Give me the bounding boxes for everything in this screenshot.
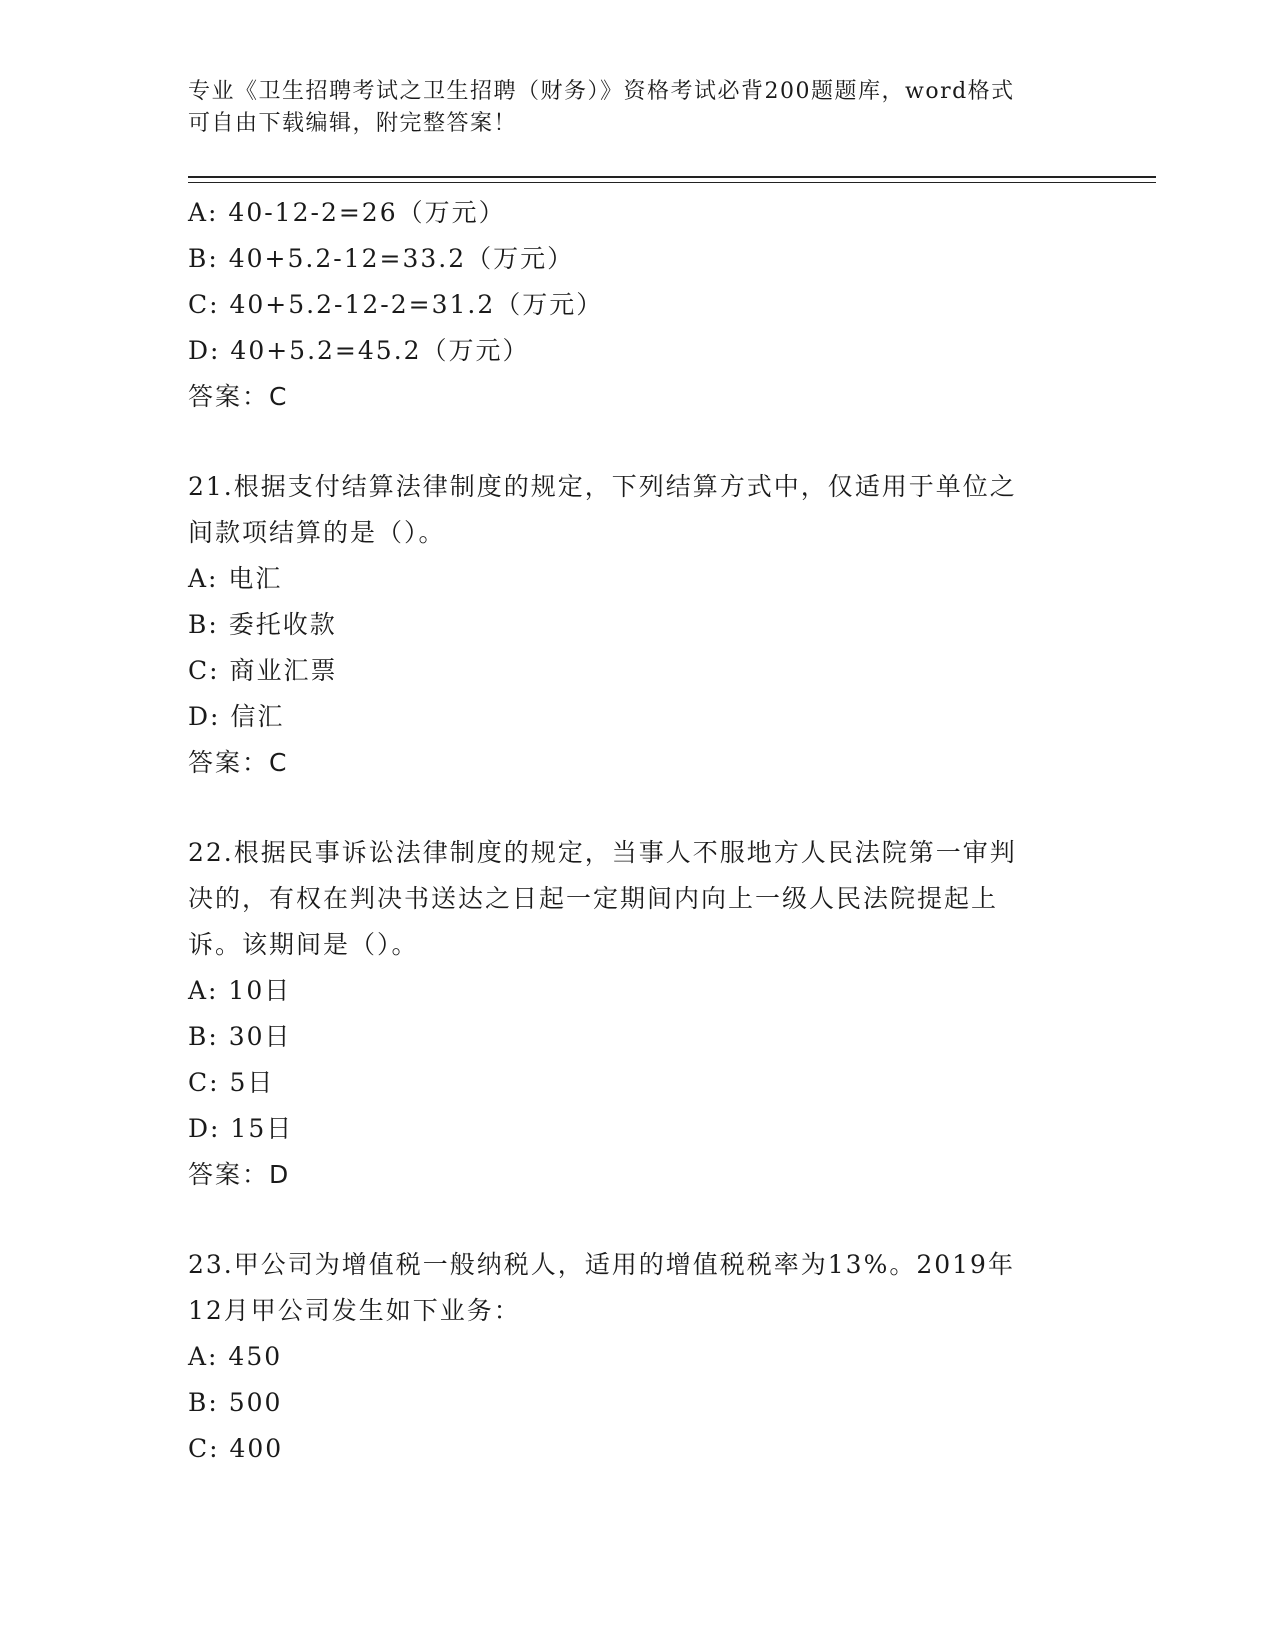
option-a: A: 10日 <box>188 976 292 1005</box>
question-stem: 12月甲公司发生如下业务： <box>188 1296 521 1325</box>
option-c: C: 400 <box>188 1434 284 1463</box>
option-b: B: 委托收款 <box>188 610 337 639</box>
question-23 <box>188 1242 1088 1472</box>
document-header <box>188 76 1088 140</box>
question-21 <box>188 464 1088 786</box>
question-stem: 间款项结算的是（）。 <box>188 518 446 547</box>
answer: 答案：C <box>188 748 289 777</box>
option-c: C: 商业汇票 <box>188 656 338 685</box>
option-a: A: 450 <box>188 1342 283 1371</box>
question-stem: 决的，有权在判决书送达之日起一定期间内向上一级人民法院提起上 <box>188 884 999 913</box>
question-20 <box>188 190 1088 420</box>
option-a: A: 40-12-2=26（万元） <box>188 198 506 227</box>
header-divider-thin <box>188 182 1156 183</box>
option-d: D: 40+5.2=45.2（万元） <box>188 336 530 365</box>
option-b: B: 30日 <box>188 1022 292 1051</box>
option-b: B: 40+5.2-12=33.2（万元） <box>188 244 575 273</box>
question-stem: 21.根据支付结算法律制度的规定，下列结算方式中，仅适用于单位之 <box>188 472 1017 501</box>
option-d: D: 15日 <box>188 1114 294 1143</box>
option-d: D: 信汇 <box>188 702 285 731</box>
header-divider-thick <box>188 176 1156 178</box>
answer: 答案：D <box>188 1160 291 1189</box>
question-22 <box>188 830 1088 1198</box>
question-stem: 诉。该期间是（）。 <box>188 930 419 959</box>
option-c: C: 5日 <box>188 1068 275 1097</box>
option-c: C: 40+5.2-12-2=31.2（万元） <box>188 290 604 319</box>
question-stem: 22.根据民事诉讼法律制度的规定，当事人不服地方人民法院第一审判 <box>188 838 1017 867</box>
answer: 答案：C <box>188 382 289 411</box>
question-stem: 23.甲公司为增值税一般纳税人，适用的增值税税率为13%。2019年 <box>188 1250 1015 1279</box>
question-list <box>188 190 1088 1472</box>
header-line-1: 专业《卫生招聘考试之卫生招聘（财务）》资格考试必背200题题库，word格式 <box>188 79 1015 104</box>
header-line-2: 可自由下载编辑，附完整答案！ <box>188 111 518 136</box>
option-b: B: 500 <box>188 1388 283 1417</box>
option-a: A: 电汇 <box>188 564 283 593</box>
